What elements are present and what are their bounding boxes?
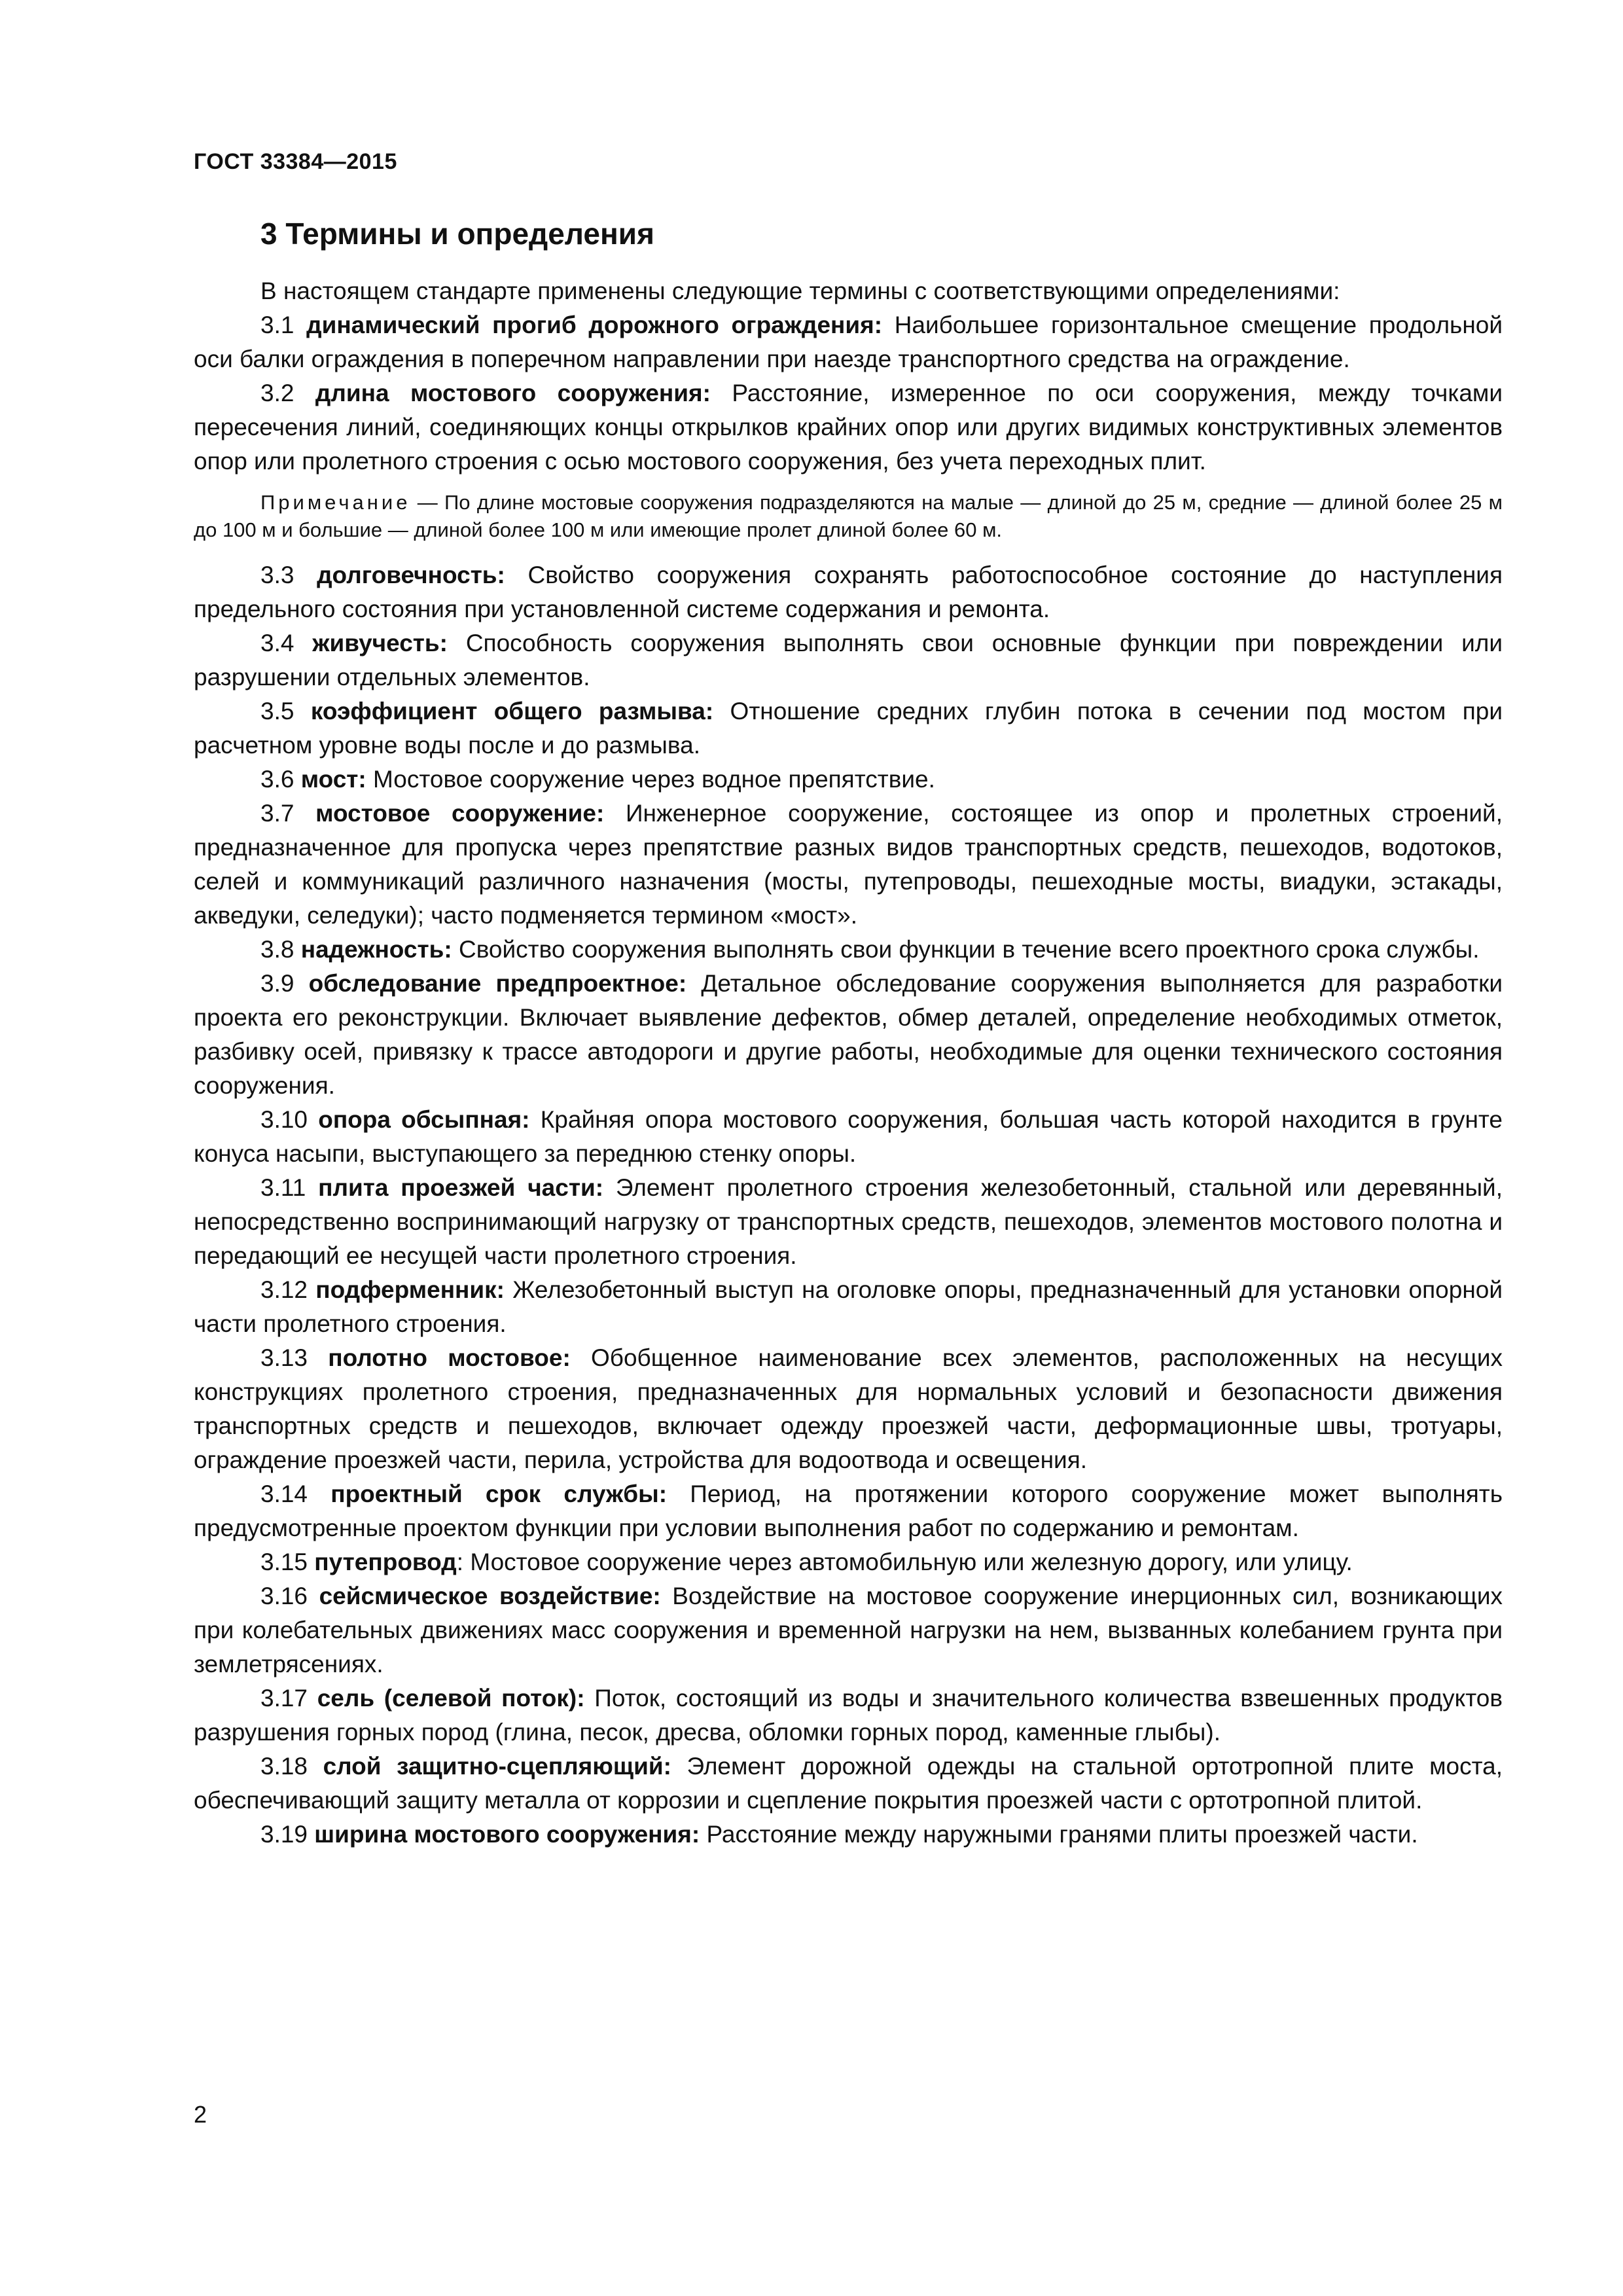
- term-definition: Наибольшее горизонтальное смещение продольной оси балки ограждения в поперечном направлении при наезде транспортного средства на ограждение.: [194, 312, 1503, 373]
- term-title: надежность:: [300, 936, 452, 963]
- term-title: коэффициент общего размыва:: [310, 698, 714, 725]
- term-definition: : Мостовое сооружение через автомобильную или железную дорогу, или улицу.: [456, 1549, 1353, 1576]
- term-entry: [194, 1749, 1503, 1818]
- term-entry: [194, 626, 1503, 694]
- term-number: 3.11: [260, 1174, 306, 1202]
- term-title: плита проезжей части:: [318, 1174, 604, 1202]
- term-title: мост:: [300, 766, 366, 793]
- term-title: полотно мостовое:: [328, 1344, 571, 1372]
- term-number: 3.12: [260, 1276, 308, 1304]
- term-definition: Элемент дорожной одежды на стальной ортотропной плите моста, обеспечивающий защиту металла от коррозии и сцепление покрытия проезжей части с ортотропной плитой.: [194, 1753, 1503, 1814]
- note-paragraph: [194, 489, 1503, 544]
- term-definition: Поток, состоящий из воды и значительного количества взвешенных продуктов разрушения горных пород (глина, песок, дресва, обломки горных пород, каменные глыбы).: [194, 1685, 1503, 1746]
- term-entry: [194, 1273, 1503, 1341]
- term-entry: [194, 762, 1503, 797]
- term-entry: [194, 376, 1503, 478]
- term-number: 3.14: [260, 1480, 308, 1508]
- section-title: 3 Термины и определения: [260, 217, 654, 251]
- term-number: 3.9: [260, 970, 294, 997]
- term-title: опора обсыпная:: [318, 1106, 530, 1134]
- term-entry: [194, 967, 1503, 1103]
- term-entry: [194, 1579, 1503, 1681]
- term-title: слой защитно-сцепляющий:: [323, 1753, 671, 1780]
- term-title: сейсмическое воздействие:: [319, 1583, 661, 1610]
- term-definition: Мостовое сооружение через водное препятствие.: [373, 766, 935, 793]
- term-title: обследование предпроектное:: [308, 970, 687, 997]
- term-title: путепровод: [314, 1549, 457, 1576]
- main-content: [194, 216, 1503, 1852]
- term-definition: Детальное обследование сооружения выполняется для разработки проекта его реконструкции. Включает выявление дефектов, обмер деталей, определение необходимых отметок, разбивку осей, привязку к трассе автодороги и другие работы, необходимые для оценки технического состояния сооружения.: [194, 970, 1503, 1100]
- term-definition: Инженерное сооружение, состоящее из опор и пролетных строений, предназначенное для пропуска через препятствие разных видов транспортных средств, пешеходов, водотоков, селей и коммуникаций различного назначения (мосты, путепроводы, пешеходные мосты, виадуки, эстакады, акведуки, селедуки); часто подменяется термином «мост».: [194, 800, 1503, 929]
- term-definition: Элемент пролетного строения железобетонный, стальной или деревянный, непосредственно воспринимающий нагрузку от транспортных средств, пешеходов, элементов мостового полотна и передающий ее несущей части пролетного строения.: [194, 1174, 1503, 1270]
- term-definition: Отношение средних глубин потока в сечении под мостом при расчетном уровне воды после и до размыва.: [194, 698, 1503, 759]
- term-entry: [194, 797, 1503, 933]
- term-entry: [194, 558, 1503, 626]
- term-definition: Воздействие на мостовое сооружение инерционных сил, возникающих при колебательных движениях масс сооружения и временной нагрузки на нем, вызванных колебанием грунта при землетрясениях.: [194, 1583, 1503, 1678]
- term-entry: [194, 694, 1503, 762]
- term-number: 3.7: [260, 800, 294, 827]
- term-entry: [194, 1171, 1503, 1273]
- intro-paragraph: В настоящем стандарте применены следующие термины с соответствующими определениями:: [260, 278, 1340, 305]
- term-number: 3.5: [260, 698, 294, 725]
- term-entry: [194, 1545, 1503, 1579]
- term-definition: Расстояние между наружными гранями плиты проезжей части.: [706, 1821, 1418, 1848]
- term-definition: Способность сооружения выполнять свои основные функции при повреждении или разрушении отдельных элементов.: [194, 630, 1503, 691]
- term-number: 3.16: [260, 1583, 308, 1610]
- term-number: 3.3: [260, 562, 294, 589]
- term-title: ширина мостового сооружения:: [314, 1821, 700, 1848]
- term-number: 3.8: [260, 936, 294, 963]
- term-title: долговечность:: [317, 562, 505, 589]
- term-title: живучесть:: [312, 630, 448, 657]
- term-title: длина мостового сооружения:: [315, 380, 711, 407]
- term-number: 3.18: [260, 1753, 308, 1780]
- term-entry: [194, 1818, 1503, 1852]
- term-definition: Период, на протяжении которого сооружение может выполнять предусмотренные проектом функции при условии выполнения работ по содержанию и ремонтам.: [194, 1480, 1503, 1542]
- term-number: 3.4: [260, 630, 294, 657]
- term-title: мостовое сооружение:: [315, 800, 605, 827]
- term-number: 3.2: [260, 380, 294, 407]
- term-entry: [194, 308, 1503, 376]
- term-entry: [194, 1477, 1503, 1545]
- document-code-header: ГОСТ 33384—2015: [194, 149, 397, 174]
- term-entry: [194, 933, 1503, 967]
- term-number: 3.1: [260, 312, 294, 339]
- term-title: динамический прогиб дорожного ограждения:: [306, 312, 883, 339]
- term-definition: Крайняя опора мостового сооружения, большая часть которой находится в грунте конуса насыпи, выступающего за переднюю стенку опоры.: [194, 1106, 1503, 1168]
- term-number: 3.19: [260, 1821, 308, 1848]
- note-text: — По длине мостовые сооружения подразделяются на малые — длиной до 25 м, средние — длиной более 25 м до 100 м и большие — длиной более 100 м или имеющие пролет длиной более 60 м.: [194, 491, 1503, 542]
- term-definition: Железобетонный выступ на оголовке опоры, предназначенный для установки опорной части пролетного строения.: [194, 1276, 1503, 1338]
- term-number: 3.13: [260, 1344, 308, 1372]
- term-number: 3.15: [260, 1549, 308, 1576]
- term-title: сель (селевой поток):: [317, 1685, 585, 1712]
- term-number: 3.10: [260, 1106, 308, 1134]
- term-number: 3.17: [260, 1685, 308, 1712]
- note-label: Примечание: [260, 491, 411, 514]
- term-entry: [194, 1103, 1503, 1171]
- term-definition: Расстояние, измеренное по оси сооружения, между точками пересечения линий, соединяющих концы открылков крайних опор или других видимых конструктивных элементов опор или пролетного строения с осью мостового сооружения, без учета переходных плит.: [194, 380, 1503, 475]
- term-number: 3.6: [260, 766, 294, 793]
- page-number: 2: [194, 2101, 207, 2128]
- term-title: подферменник:: [315, 1276, 505, 1304]
- term-entry: [194, 1341, 1503, 1477]
- term-entry: [194, 1681, 1503, 1749]
- term-title: проектный срок службы:: [330, 1480, 668, 1508]
- term-definition: Свойство сооружения выполнять свои функции в течение всего проектного срока службы.: [458, 936, 1480, 963]
- term-definition: Свойство сооружения сохранять работоспособное состояние до наступления предельного состояния при установленной системе содержания и ремонта.: [194, 562, 1503, 623]
- term-definition: Обобщенное наименование всех элементов, расположенных на несущих конструкциях пролетного строения, предназначенных для нормальных условий и безопасности движения транспортных средств и пешеходов, включает одежду проезжей части, деформационные швы, тротуары, ограждение проезжей части, перила, устройства для водоотвода и освещения.: [194, 1344, 1503, 1474]
